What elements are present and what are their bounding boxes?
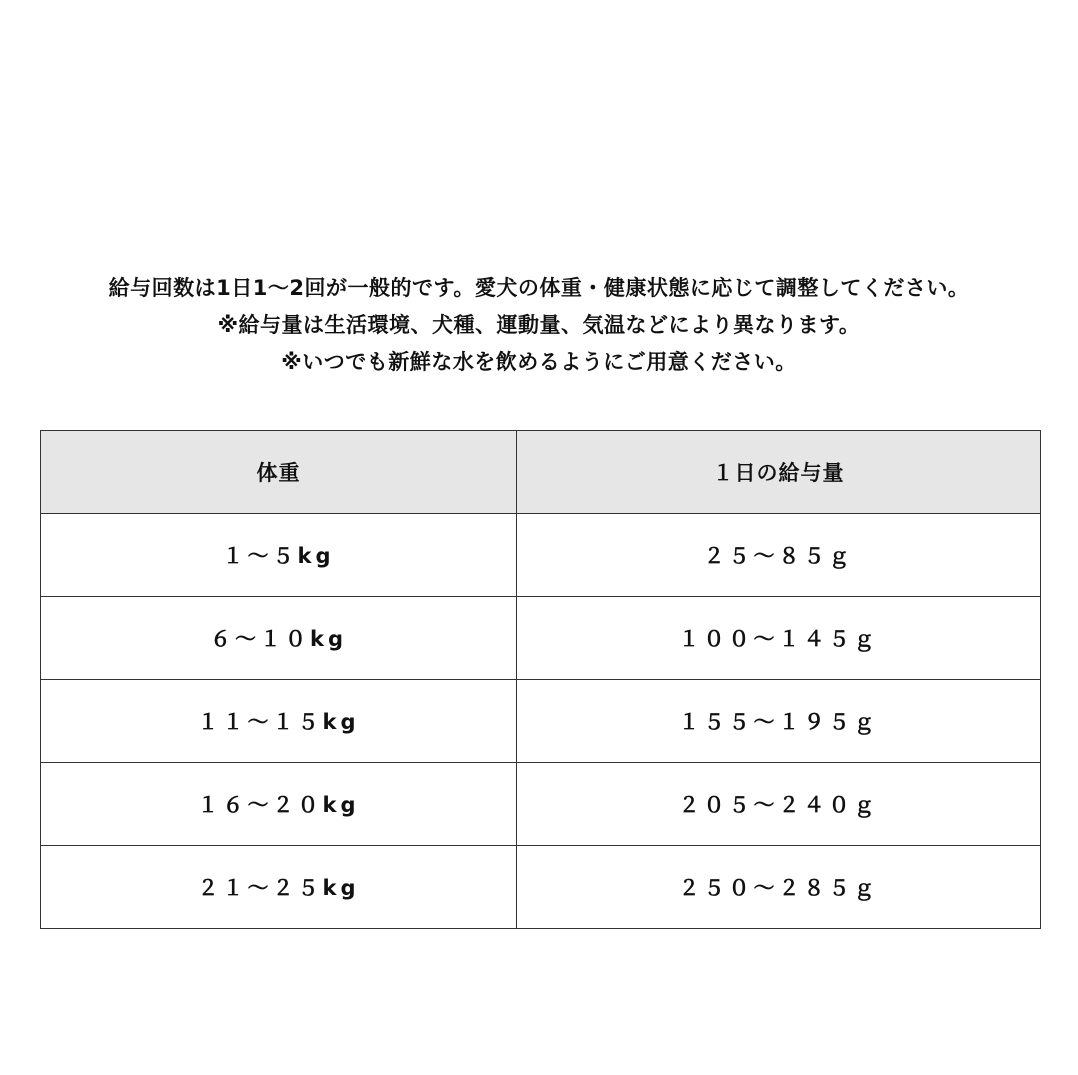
- amount-cell: ２０５〜２４０ｇ: [517, 763, 1041, 846]
- table-row: [41, 680, 1041, 763]
- header-weight: 体重: [41, 431, 517, 514]
- note-line-frequency: 給与回数は1日1〜2回が一般的です。愛犬の体重・健康状態に応じて調整してください。: [108, 276, 970, 300]
- table-header-row: [41, 431, 1041, 514]
- weight-cell: １６〜２０kg: [41, 763, 517, 846]
- header-daily-amount: １日の給与量: [517, 431, 1041, 514]
- table-row: [41, 597, 1041, 680]
- feeding-notes: [0, 270, 1078, 381]
- amount-cell: １５５〜１９５ｇ: [517, 680, 1041, 763]
- feeding-amount-table: [40, 430, 1041, 929]
- weight-cell: ２１〜２５kg: [41, 846, 517, 929]
- table-row: [41, 846, 1041, 929]
- weight-cell: ６〜１０kg: [41, 597, 517, 680]
- table-row: [41, 514, 1041, 597]
- amount-cell: １００〜１４５ｇ: [517, 597, 1041, 680]
- weight-cell: １１〜１５kg: [41, 680, 517, 763]
- note-line-fresh-water: ※いつでも新鮮な水を飲めるようにご用意ください。: [281, 350, 797, 374]
- table-row: [41, 763, 1041, 846]
- note-line-amount-varies: ※給与量は生活環境、犬種、運動量、気温などにより異なります。: [217, 313, 861, 337]
- amount-cell: ２５０〜２８５ｇ: [517, 846, 1041, 929]
- weight-cell: １〜５kg: [41, 514, 517, 597]
- amount-cell: ２５〜８５ｇ: [517, 514, 1041, 597]
